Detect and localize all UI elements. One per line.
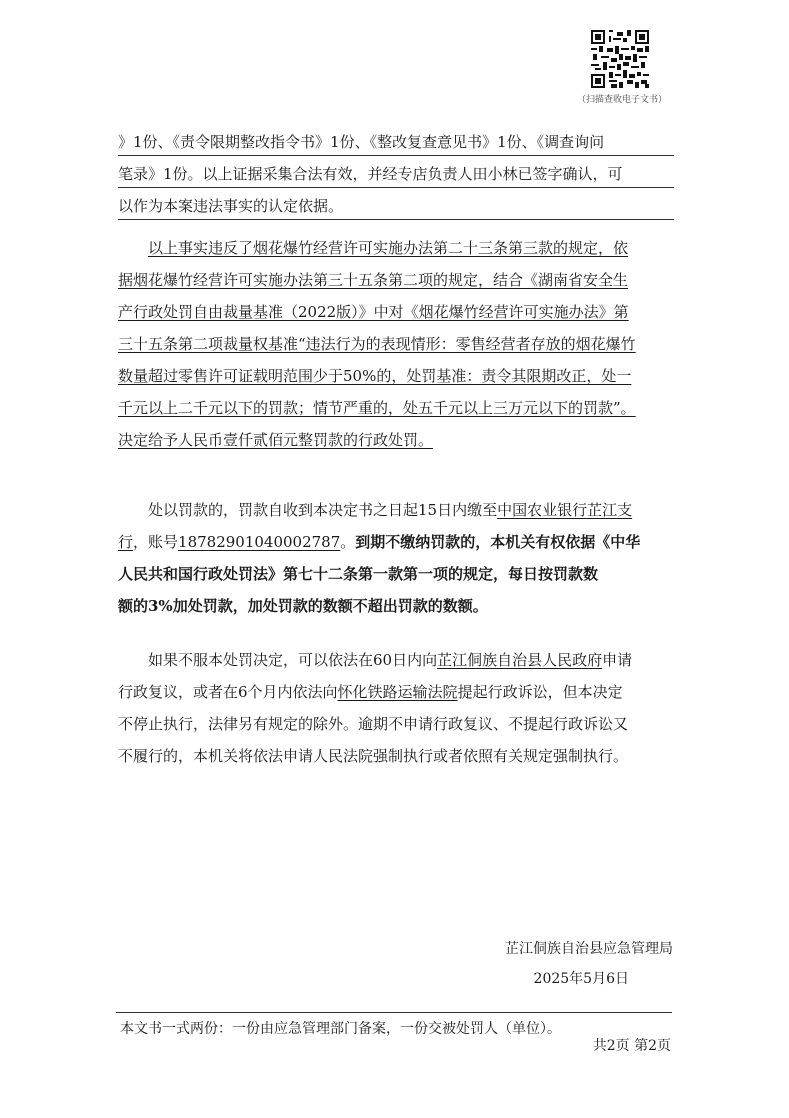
copies-note: 本文书一式两份：一份由应急管理部门备案，一份交被处罚人（单位）。	[120, 1021, 561, 1037]
text-line	[118, 740, 674, 772]
period: 。	[340, 533, 356, 551]
account-label: ，账号	[133, 533, 179, 551]
text-line	[118, 590, 674, 622]
legal-basis-paragraph	[118, 232, 674, 456]
railway-court: 怀化铁路运输法院	[337, 683, 458, 701]
legal-line-1: 以上事实违反了烟花爆竹经营许可实施办法第二十三条第三款的规定，依	[148, 239, 629, 257]
text-line	[118, 296, 674, 328]
issuing-authority: 芷江侗族自治县应急管理局	[505, 941, 673, 957]
evidence-line-1: 》1份、《责令限期整改指令书》1份、《整改复查意见书》1份、《调查询问	[118, 133, 605, 151]
footer-divider	[116, 1012, 672, 1013]
appeal-text-4: 提起行政诉讼，但本决定	[457, 683, 623, 701]
qr-code	[591, 30, 649, 88]
appeal-text-1: 如果不服本处罚决定，可以依法在60日内向	[148, 651, 438, 669]
bank-name-end: 行	[118, 533, 134, 551]
appeal-text-5: 不停止执行，法律另有规定的除外。逾期不申请行政复议、不提起行政诉讼又	[118, 715, 629, 733]
payment-text: 处以罚款的，罚款自收到本决定书之日起15日内缴至	[148, 501, 498, 519]
text-line	[118, 708, 674, 740]
text-line	[118, 190, 674, 222]
penalty-warning-2: 人民共和国行政处罚法》第七十二条第一款第一项的规定，每日按罚款数	[118, 565, 599, 583]
evidence-line-3: 以作为本案违法事实的认定依据。	[118, 197, 344, 215]
text-line	[118, 232, 674, 264]
legal-line-7: 决定给予人民币壹仟贰佰元整罚款的行政处罚。	[118, 431, 434, 449]
page-indicator: 共2页 第2页	[592, 1038, 671, 1054]
legal-line-2: 据烟花爆竹经营许可实施办法第三十五条第二项的规定，结合《湖南省安全生	[118, 271, 629, 289]
text-line	[118, 558, 674, 590]
text-line	[118, 526, 674, 558]
penalty-warning-1: 到期不缴纳罚款的，本机关有权依据《中华	[355, 533, 641, 551]
appeal-paragraph	[118, 644, 674, 772]
text-line	[118, 328, 674, 360]
legal-line-3: 产行政处罚自由裁量基准（2022版）》中对《烟花爆竹经营许可实施办法》第	[118, 303, 629, 321]
text-line	[118, 360, 674, 392]
county-government: 芷江侗族自治县人民政府	[437, 651, 603, 669]
text-line	[118, 392, 674, 424]
appeal-text-6: 不履行的，本机关将依法申请人民法院强制执行或者依照有关规定强制执行。	[118, 747, 629, 765]
text-line	[118, 126, 674, 158]
qr-caption: （扫描查收电子文书）	[576, 95, 667, 105]
text-line	[118, 158, 674, 190]
legal-line-4: 三十五条第二项裁量权基准“违法行为的表现情形：零售经营者存放的烟花爆竹	[118, 335, 636, 353]
legal-line-6: 千元以上二千元以下的罚款；情节严重的，处五千元以上三万元以下的罚款”。	[118, 399, 636, 417]
evidence-line-2: 笔录》1份。以上证据采集合法有效，并经专店负责人田小林已签字确认，可	[118, 165, 623, 183]
bank-name: 中国农业银行芷江支	[497, 501, 633, 519]
text-line	[118, 494, 674, 526]
issue-date: 2025年5月6日	[533, 971, 629, 987]
evidence-paragraph	[118, 126, 674, 222]
penalty-warning-3: 额的3%加处罚款，加处罚款的数额不超出罚款的数额。	[118, 597, 488, 615]
text-line	[118, 676, 674, 708]
appeal-text-2: 申请	[602, 651, 633, 669]
text-line	[118, 644, 674, 676]
payment-paragraph	[118, 494, 674, 622]
text-line	[118, 424, 674, 456]
text-line	[118, 264, 674, 296]
account-number: 18782901040002787	[178, 533, 341, 551]
appeal-text-3: 行政复议，或者在6个月内依法向	[118, 683, 338, 701]
legal-line-5: 数量超过零售许可证载明范围少于50%的，处罚基准：责令其限期改正，处一	[118, 367, 632, 385]
